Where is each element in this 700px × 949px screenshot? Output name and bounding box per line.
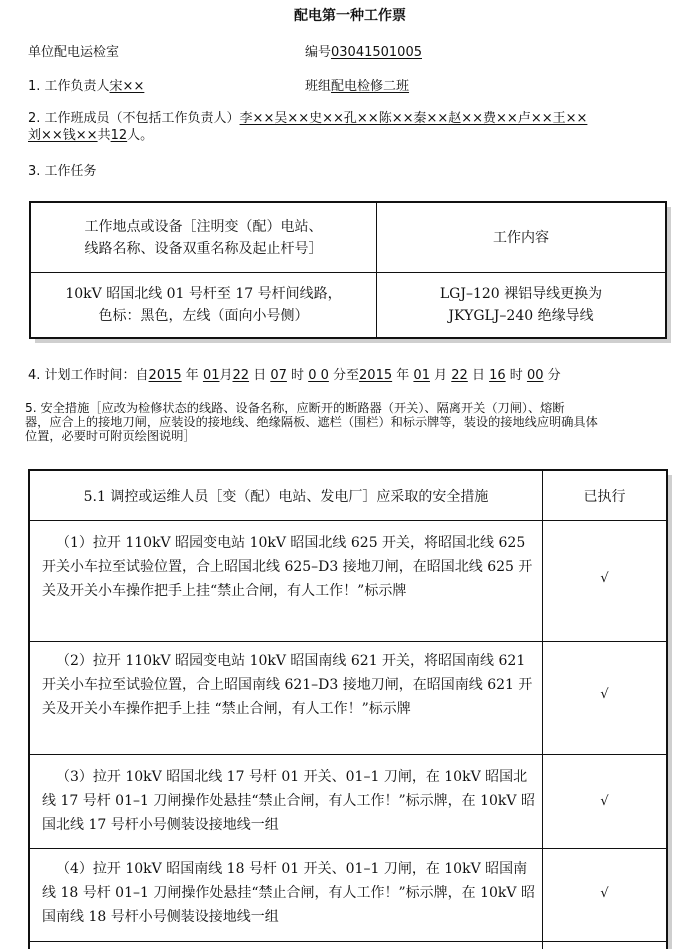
executed-check: √ [600,794,609,809]
safety-header-measures: 5.1 调控或运维人员［变（配）电站、发电厂］应采取的安全措施 [83,488,489,505]
task-content-cell [377,273,665,337]
start-day: 22 [232,368,250,383]
task-content-line-2: JKYGLJ–240 绝缘导线 [448,308,594,324]
members-total-prefix: 共 [97,128,111,143]
end-day-unit: 日 [471,368,485,383]
start-hour: 07 [270,368,287,383]
safety-measure-row: （2）拉开 110kV 昭园变电站 10kV 昭国南线 621 开关，将昭国南线 621 开关小车拉至试验位置，合上昭国南线 621–D3 接地刀闸，在昭国南线 621 开关及开关小车操作把手上挂 “禁止合闸，有人工作！”标示牌 [42,653,533,717]
executed-check: √ [600,687,609,702]
planned-time-row [28,364,561,383]
task-header-content: 工作内容 [493,229,549,246]
members-row [28,110,587,144]
start-minute-unit: 分至 [333,368,360,383]
ticket-title: 配电第一种工作票 [294,8,406,24]
team-label: 班组 [305,79,332,94]
end-year: 2015 [359,368,393,383]
safety-measure-row: （4）拉开 10kV 昭国南线 18 号杆 01 开关、01–1 刀闸，在 10kV 昭国南线 18 号杆 01–1 刀闸操作处悬挂“禁止合闸，有人工作！”标示牌，在 10kV 昭国南线 18 号杆小号侧装设接地线一组 [42,861,535,925]
task-header-location-line-1: 工作地点或设备［注明变（配）电站、 [84,218,323,235]
end-minute-unit: 分 [547,368,561,383]
members-label: 2. 工作班成员（不包括工作负责人） [28,111,240,126]
unit-row [28,41,119,60]
team-value: 配电检修二班 [331,79,410,94]
members-list-2: 刘××钱×× [28,128,98,143]
safety-heading-line-3: 位置，必要时可附页绘图说明］ [25,429,196,443]
task-heading: 3. 工作任务 [28,164,97,179]
safety-measure-row: （3）拉开 10kV 昭国北线 17 号杆 01 开关、01–1 刀闸，在 10kV 昭国北线 17 号杆 01–1 刀闸操作处悬挂“禁止合闸，有人工作！”标示牌，在 10kV 昭国北线 17 号杆小号侧装设接地线一组 [42,769,535,833]
safety-heading [25,401,598,443]
end-minute: 00 [526,368,544,383]
task-table [29,201,667,339]
members-total-suffix: 人。 [127,128,154,143]
number-label: 编号 [305,45,332,60]
start-month-unit: 月 [219,368,233,383]
number-row [305,41,422,60]
task-header-location [31,203,376,272]
task-location-line-2: 色标：黑色，左线（面向小号侧） [98,308,309,324]
end-hour: 16 [489,368,506,383]
end-month-unit: 月 [434,368,448,383]
safety-table [28,469,668,949]
task-content-line-1: LGJ–120 裸铝导线更换为 [439,286,603,302]
safety-measure-row: （1）拉开 110kV 昭园变电站 10kV 昭国北线 625 开关，将昭国北线 625 开关小车拉至试验位置，合上昭国北线 625–D3 接地刀闸，在昭国北线 625 开关及开关小车操作把手上挂“禁止合闸，有人工作！”标示牌 [42,535,533,599]
task-header-location-line-2: 线路名称、设备双重名称及起止杆号］ [84,240,323,257]
end-year-unit: 年 [396,368,410,383]
start-year-unit: 年 [185,368,199,383]
leader-value: 宋×× [109,79,145,94]
end-hour-unit: 时 [509,368,523,383]
members-list-1: 李××吴××史××孔××陈××秦××赵××费××卢××王×× [239,111,588,126]
task-location-line-1: 10kV 昭国北线 01 号杆至 17 号杆间线路， [65,286,342,302]
number-value: 03041501005 [331,45,422,60]
planned-time-label: 4. 计划工作时间：自 [28,368,149,383]
unit-value: 配电运检室 [54,45,120,60]
safety-heading-line-2: 器，应合上的接地刀闸，应装设的接地线、绝缘隔板、遮栏（围栏）和标示牌等，装设的接地线应明确具体 [25,415,598,429]
end-day: 22 [451,368,468,383]
safety-header-executed: 已执行 [583,488,626,505]
start-day-unit: 日 [253,368,267,383]
start-minute: 0 0 [308,368,329,383]
end-month: 01 [413,368,430,383]
unit-label: 单位 [28,45,55,60]
leader-row [28,75,144,94]
start-year: 2015 [148,368,182,383]
members-line-2 [28,127,587,144]
task-location-cell [31,273,376,337]
start-hour-unit: 时 [291,368,305,383]
team-row [305,75,409,94]
members-line-1 [28,110,587,127]
leader-label: 1. 工作负责人 [28,79,110,94]
executed-check: √ [600,571,609,586]
safety-heading-line-1: 5. 安全措施［应改为检修状态的线路、设备名称，应断开的断路器（开关）、隔离开关（刀闸）、熔断 [25,401,565,415]
members-total-value: 12 [110,128,128,143]
executed-check: √ [600,886,609,901]
start-month: 01 [202,368,220,383]
